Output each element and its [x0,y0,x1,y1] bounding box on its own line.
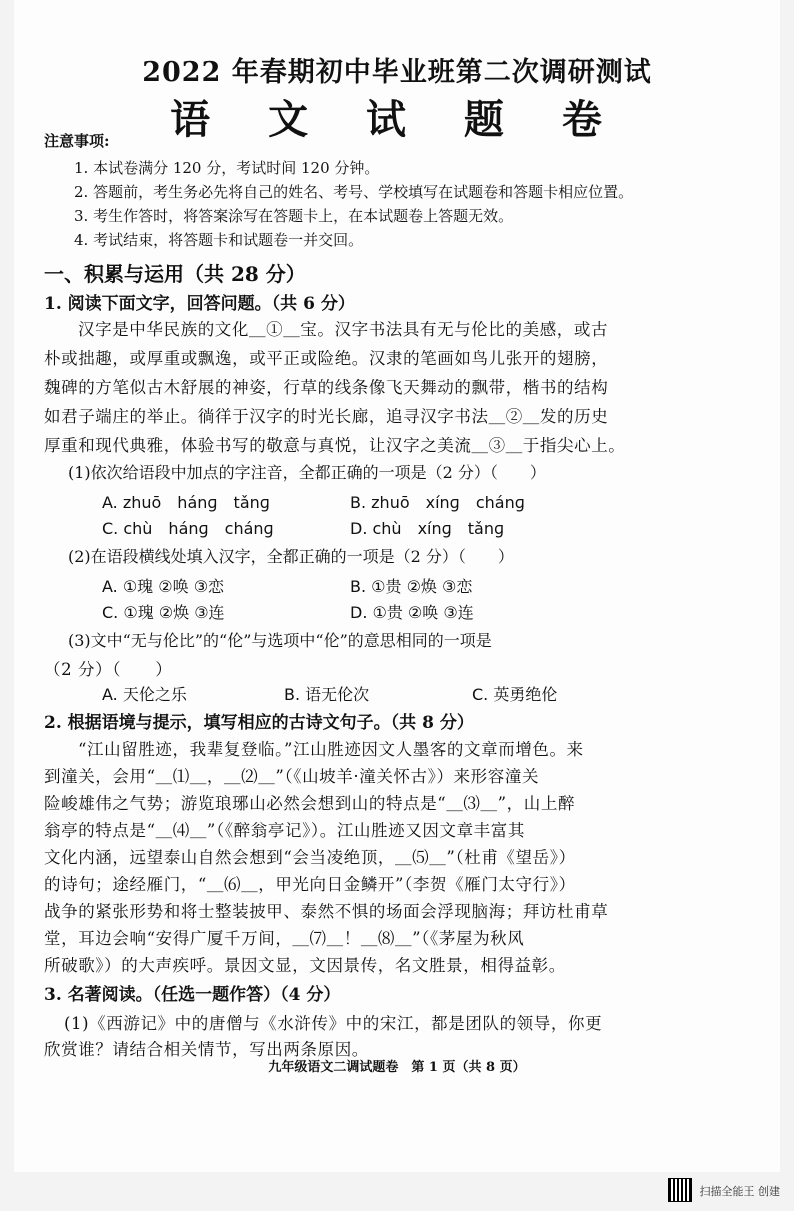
q1-sub2-stem: (2)在语段横线处填入汉字，全都正确的一项是（2 分）（ ） [68,547,514,566]
q1-passage-line: 魏碑的方笔似古木舒展的神姿，行草的线条像飞天舞动的飘带，楷书的结构 [44,378,609,397]
q1-sub3-stem-cont: （2 分）（ ） [44,660,173,679]
notice-item: 3. 考生作答时，将答案涂写在答题卡上，在本试题卷上答题无效。 [74,207,514,225]
q2-passage-line: 到潼关，会用“＿⑴＿，＿⑵＿”（《山坡羊·潼关怀古》）来形容潼关 [44,767,540,786]
scanner-watermark: 扫描全能王 创建 [699,1185,780,1198]
exam-page [14,0,780,1172]
q2-passage-line: 所破歌》）的大声疾呼。景因文显，文因景传，名文胜景，相得益彰。 [44,956,566,975]
exam-subtitle: 语 文 试 题 卷 [170,96,624,143]
notice-heading: 注意事项: [44,132,110,150]
q1-passage-line: 厚重和现代典雅，体验书写的敬意与真悦，让汉字之美流＿③＿于指尖心上。 [44,436,626,455]
q1-sub2-option-b: B. ①贵 ②焕 ③恋 [350,577,473,596]
notice-item: 2. 答题前，考生务必先将自己的姓名、考号、学校填写在试题卷和答题卡相应位置。 [74,183,634,201]
q3-passage-line: (1)《西游记》中的唐僧与《水浒传》中的宋江，都是团队的领导，你更 [64,1014,603,1033]
question-3-heading: 3. 名著阅读。（任选一题作答）（4 分） [44,985,341,1005]
q1-sub3-option-c: C. 英勇绝伦 [472,685,558,704]
page-footer: 九年级语文二调试题卷 第 1 页（共 8 页） [268,1060,526,1075]
q1-sub2-option-d: D. ①贵 ②唤 ③连 [350,603,474,622]
q1-sub2-option-c: C. ①瑰 ②焕 ③连 [102,603,225,622]
q1-passage-line: 如君子端庄的举止。徜徉于汉字的时光长廊，追寻汉字书法＿②＿发的历史 [44,407,609,426]
q2-passage-line: “江山留胜迹，我辈复登临。”江山胜迹因文人墨客的文章而增色。来 [78,740,584,759]
notice-item: 1. 本试卷满分 120 分，考试时间 120 分钟。 [74,159,380,177]
q1-sub3-option-b: B. 语无伦次 [284,685,370,704]
section-title: 一、积累与运用（共 28 分） [44,262,306,286]
q3-passage-line: 欣赏谁？请结合相关情节，写出两条原因。 [44,1040,369,1059]
q2-passage-line: 翁亭的特点是“＿⑷＿”（《醉翁亭记》）。江山胜迹又因文章丰富其 [44,821,525,840]
q1-sub1-option-b: B. zhuō xínɡ chánɡ [350,493,525,512]
q2-passage-line: 险峻雄伟之气势；游览琅琊山必然会想到山的特点是“＿⑶＿”，山上醉 [44,794,576,813]
q2-passage-line: 的诗句；途经雁门，“＿⑹＿，甲光向日金鳞开”（李贺《雁门太守行》） [44,875,576,894]
q1-passage-line: 朴或拙趣，或厚重或飘逸，或平正或险绝。汉隶的笔画如鸟儿张开的翅膀， [44,349,609,368]
qr-code-icon [668,1178,692,1202]
q1-sub1-option-d: D. chù xínɡ tǎnɡ [350,519,505,538]
q2-passage-line: 堂，耳边会响“安得广厦千万间，＿⑺＿！＿⑻＿”（《茅屋为秋风 [44,929,525,948]
exam-title: 2022 年春期初中毕业班第二次调研测试 [142,57,652,88]
notice-item: 4. 考试结束，将答题卡和试题卷一并交回。 [74,231,364,249]
q2-passage-line: 战争的紧张形势和将士整装披甲、泰然不惧的场面会浮现脑海；拜访杜甫草 [44,902,609,921]
q1-sub2-option-a: A. ①瑰 ②唤 ③恋 [102,577,225,596]
q1-sub3-stem: (3)文中“无与伦比”的“伦”与选项中“伦”的意思相同的一项是 [68,631,492,650]
q1-sub1-option-c: C. chù hánɡ chánɡ [102,519,274,538]
q1-sub1-option-a: A. zhuō hánɡ tǎnɡ [102,493,270,512]
question-2-heading: 2. 根据语境与提示，填写相应的古诗文句子。（共 8 分） [44,713,474,733]
q2-passage-line: 文化内涵，远望泰山自然会想到“会当凌绝顶，＿⑸＿”（杜甫《望岳》） [44,848,576,867]
q1-sub3-option-a: A. 天伦之乐 [102,685,187,704]
q1-sub1-stem: (1)依次给语段中加点的字注音，全都正确的一项是（2 分）（ ） [68,463,546,482]
q1-passage-line: 汉字是中华民族的文化＿①＿宝。汉字书法具有无与伦比的美感，或古 [78,320,609,339]
question-1-heading: 1. 阅读下面文字，回答问题。（共 6 分） [44,294,355,314]
